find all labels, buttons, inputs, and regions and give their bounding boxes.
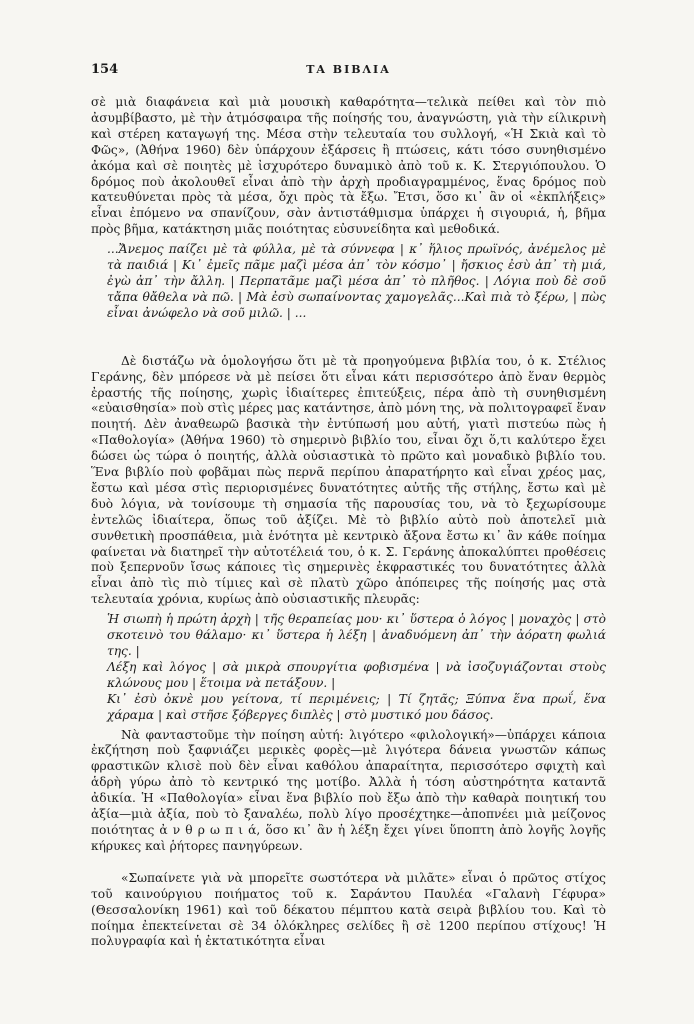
paragraph-1: σὲ μιὰ διαφάνεια καὶ μιὰ μουσικὴ καθαρότητα—τελικὰ πείθει καὶ τὸν πιὸ ἀσυμβίβαστο, μὲ τὴν ἀτμόσφαιρα τῆς ποίησής του, ἀναγνώστη, γιὰ τὴν είλικρινὴ καὶ στέρεη καταγωγή της. Μέσα στὴν τελευταία του συλλογή, «Ἡ Σκιὰ καὶ τὸ Φῶς», (Ἀθήνα 1960) δὲν ὑπάρχουν ἐξάρσεις ἢ πτώσεις, κάτι τόσο συνηθισμένο ἀκόμα καὶ σὲ ποιητὲς μὲ ἰσχυρότερο δυναμικὸ ἀπὸ τοῦ κ. Κ. Στεργιόπουλου. Ὁ δρόμος ποὺ ἀκολουθεῖ εἶναι ἀπὸ τὴν ἀρχὴ προδιαγραμμένος, ἕνας δρόμος ποὺ κατευθύνεται πρὸς τὰ μέσα, ὄχι πρὸς τὰ ἔξω. Ἔτσι, ὅσο κι᾿ ἂν οἱ «ἐκπλήξεις» εἶναι ἐπόμενο να σπανίζουν, σὰν ἀντιστάθμισμα ὑπάρχει ἡ σιγουριά, ἡ, βῆμα πρὸς βῆμα, κατάκτηση μιᾶς ποιότητας εὐσυνείδητα καὶ μεθοδικά. (91, 95, 606, 237)
section-gap (91, 855, 606, 871)
page-header (91, 62, 606, 82)
paragraph-2: Δὲ διστάζω νὰ ὁμολογήσω ὅτι μὲ τὰ προηγούμενα βιβλία του, ὁ κ. Στέλιος Γεράνης, δὲν μπόρεσε νὰ μὲ πείσει ὅτι εἶναι κάτι περισσότερο ἀπὸ ἕναν θερμὸς ἐραστής τῆς ποίησης, χωρὶς ἰδιαίτερες ἐπιτεύξεις, πέρα ἀπὸ τὴ συνηθισμένη «εὐαισθησία» ποὺ στὶς μέρες μας κατάντησε, ἀπὸ μόνη της, νὰ πολιτογραφεῖ ἕναν ποιητή. Δὲν ἀναθεωρῶ βασικὰ τὴν ἐντύπωσή μου αὐτή, γιατὶ πιστεύω πὼς ἡ «Παθολογία» (Ἀθήνα 1960) τὸ σημερινὸ βιβλίο του, εἶναι ὄχι ὅ,τι καλύτερο ἔχει δώσει ὡς τώρα ὁ ποιητής, ἀλλὰ οὐσιαστικὰ τὸ πρῶτο καὶ μοναδικὸ βιβλίο του. Ἕνα βιβλίο ποὺ φοβᾶμαι πὼς περνᾶ περίπου ἀπαρατήρητο καὶ εἶναι χρέος μας, ἔστω καὶ μέσα στὶς περιορισμένες δυνατότητες αὐτῆς τῆς στήλης, ἔστω καὶ μὲ δυὸ λόγια, νὰ τονίσουμε τὴ σημασία τῆς παρουσίας του, νὰ τὸ ξεχωρίσουμε ἐντελῶς ἰδιαίτερα, ὅπως τοῦ ἀξίζει. Μὲ τὸ βιβλίο αὐτὸ ποὺ ἀποτελεῖ μιὰ συνθετικὴ προσπάθεια, μιὰ ἑνότητα μὲ κεντρικὸ ἄξονα ἔστω κι᾿ ἂν κάθε ποίημα φαίνεται νὰ διατηρεῖ τὴν αὐτοτέλειά του, ὁ κ. Σ. Γεράνης ἀποκαλύπτει προθέσεις ποὺ ξεπερνοῦν ἴσως κάποιες τὶς σημερινὲς ἐκφραστικές του δυνατότητες ἀλλὰ εἶναι ἀπὸ τὶς πιὸ τίμιες καὶ σὲ πλατὺ χῶρο ἀπόπειρες τῆς ποίησής μας στὰ τελευταία χρόνια, κυρίως ἀπὸ οὐσιαστικῆς πλευρᾶς: (91, 353, 606, 607)
paragraph-3: Νὰ φανταστοῦμε τὴν ποίηση αὐτή: λιγότερο «φιλολογική»—ὑπάρχει κάποια ἐκζήτηση ποὺ ξαφνιάζει μερικὲς φορὲς—μὲ λιγότερα δάνεια γνωστῶν κάπως φραστικῶν κλισὲ ποὺ δὲν εἶναι καθόλου ἀπαραίτητα, περισσότερο σφιχτὴ καὶ ἁδρὴ γύρω ἀπὸ τὸ κεντρικό της μοτίβο. Ἀλλὰ ἡ τόση αὐστηρότητα καταντᾶ ἀδικία. Ἡ «Παθολογία» εἶναι ἕνα βιβλίο ποὺ ἔξω ἀπὸ τὴν καθαρὰ ποιητική του ἀξία—μιὰ ἀξία, ποὺ τὸ ξαναλέω, πολὺ λίγο προσέχτηκε—ἀποπνέει μιὰ μείζονος ποιότητας ἀ ν θ ρ ω π ι ά, ὅσο κι᾿ ἂν ἡ λέξη ἔχει γίνει ὕποπτη ἀπὸ λογῆς λογῆς κήρυκες καὶ ῥήτορες πανηγύρεων. (91, 727, 606, 853)
page-number: 154 (91, 62, 119, 77)
quoted-verse-1: ...Ἄνεμος παίζει μὲ τὰ φύλλα, μὲ τὰ σύννεφα | κ᾿ ἥλιος πρωϊνός, ἀνέμελος μὲ τὰ παιδιά | Κι᾿ ἐμεῖς πᾶμε μαζὶ μέσα ἀπ᾿ τὸν κόσμο᾿ | ἤσκιος ἐσὺ ἀπ᾿ τὴ μιά, ἐγὼ ἀπ᾿ τὴν ἄλλη. | Περπατᾶμε μαζὶ μέσα ἀπ᾿ τὸ πλῆθος. | Λόγια ποὺ δὲ σοῦ τἄπα θἄθελα νὰ πῶ. | Μὰ ἐσὺ σωπαίνοντας χαμογελᾶς...Καὶ πιὰ τὸ ξέρω, | πὼς εἶναι ἀνώφελο νὰ σοῦ μιλῶ. | ... (107, 242, 606, 320)
page-body (91, 95, 606, 950)
section-gap (91, 322, 606, 338)
quoted-verse-3: Λέξη καὶ λόγος | σὰ μικρὰ σπουργίτια φοβισμένα | νὰ ἰσοζυγιάζονται στοὺς κλώνους μου | ἕτοιμα νὰ πετάξουν. | (107, 659, 606, 690)
section-gap (91, 338, 606, 354)
quoted-verse-4: Κι᾿ ἐσὺ ὀκνὲ μου γείτονα, τί περιμένεις; | Τί ζητᾶς; Ξύπνα ἕνα πρωΐ, ἕνα χάραμα | καὶ στῆσε ξόβεργες διπλὲς | στὸ μυστικό μου δάσος. (107, 691, 606, 722)
quoted-verse-2: Ἡ σιωπὴ ἡ πρώτη ἀρχὴ | τῆς θεραπείας μου· κι᾿ ὕστερα ὁ λόγος | μοναχὸς | στὸ σκοτεινὸ του θάλαμο· κι᾿ ὕστερα ἡ λέξη | ἀναδυόμενη ἀπ᾿ τὴν ἀόρατη φωλιά της. | (107, 612, 606, 658)
paragraph-4: «Σωπαίνετε γιὰ νὰ μπορεῖτε σωστότερα νὰ μιλᾶτε» εἶναι ὁ πρῶτος στίχος τοῦ καινούργιου ποιήματος τοῦ κ. Σαράντου Παυλέα «Γαλανὴ Γέφυρα» (Θεσσαλονίκη 1961) καὶ τοῦ δέκατου πέμπτου κατὰ σειρὰ βιβλίου του. Καὶ τὸ ποίημα ἐπεκτείνεται σὲ 34 ὁλόκληρες σελίδες ἢ σὲ 1200 περίπου στίχους! Ἡ πολυγραφία καὶ ἡ ἐκτατικότητα εἶναι (91, 870, 606, 949)
running-title: ΤΑ ΒΙΒΛΙΑ (306, 63, 391, 76)
